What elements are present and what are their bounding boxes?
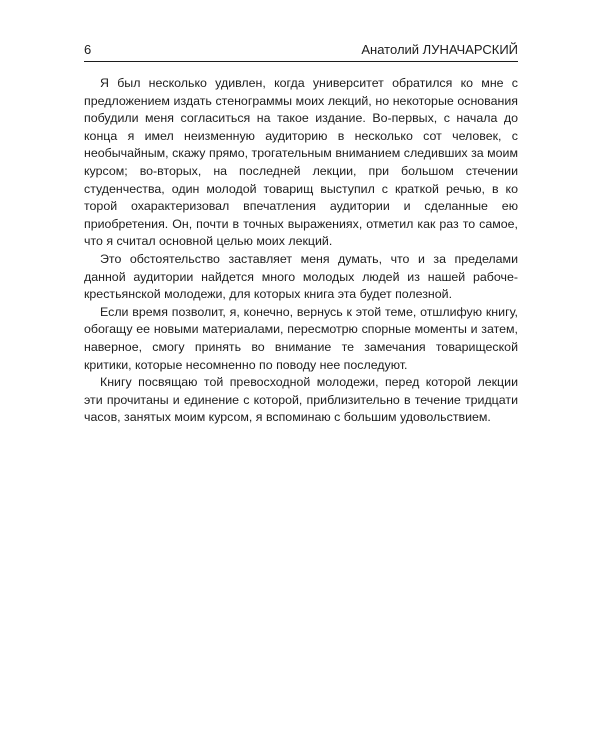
paragraph: Я был несколько удивлен, когда университет обратился ко мне с предложением издать стенограммы моих лекций, но некоторые основания побудили меня согласиться на такое издание. Во-первых, с начала до конца я имел неизменную аудиторию в несколько сот человек, с необычайным, скажу прямо, трогательным вниманием следивших за моим курсом; во-вторых, на последней лекции, при большом стечении студенчества, один молодой товарищ выступил с краткой речью, в ко торой охарактеризовал впечатления аудитории и сделанные ею приобретения. Он, почти в точных выражениях, отметил как раз то самое, что я считал основной целью моих лекций. xyxy=(84,76,518,249)
header-rule xyxy=(84,61,518,62)
paragraph: Это обстоятельство заставляет меня думать, что и за пределами данной аудитории найдется много молодых людей из нашей рабоче-крестьянской молодежи, для которых книга эта будет полезной. xyxy=(84,251,518,302)
body-text xyxy=(84,75,518,427)
page-number: 6 xyxy=(84,42,92,57)
running-head-author: Анатолий ЛУНАЧАРСКИЙ xyxy=(361,42,518,57)
page-header xyxy=(84,40,518,62)
paragraph: Если время позволит, я, конечно, вернусь к этой теме, отшлифую книгу, обогащу ее новыми материалами, пересмотрю спорные моменты и затем, наверное, смогу принять во внимание те замечания товарищеской критики, которые несомненно по поводу нее последуют. xyxy=(84,304,518,372)
paragraph: Книгу посвящаю той превосходной молодежи, перед которой лекции эти прочитаны и единение с которой, приблизительно в течение тридцати часов, занятых моим курсом, я вспоминаю с большим удовольствием. xyxy=(84,375,518,425)
